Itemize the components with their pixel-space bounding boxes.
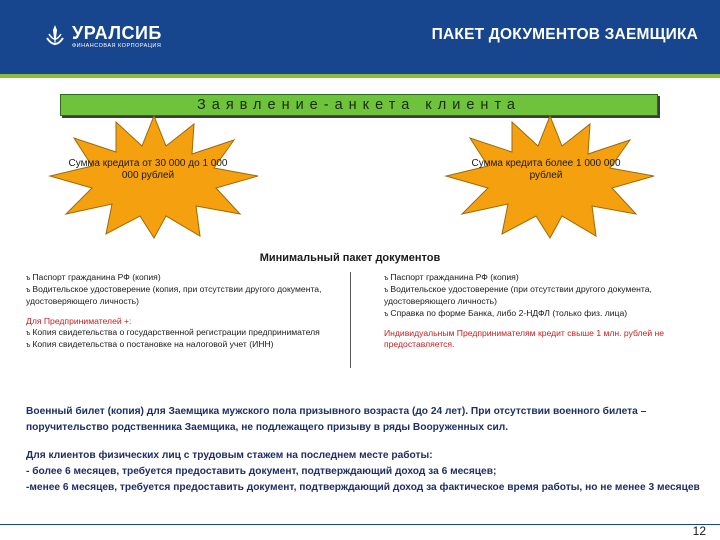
logo [44, 24, 162, 50]
list-item: ъ Паспорт гражданина РФ (копия) [384, 272, 519, 282]
employment-line: - более 6 месяцев, требуется предоставить документ, подтверждающий доход за 6 месяцев; [26, 466, 497, 477]
list-item: ъ Справка по форме Банка, либо 2-НДФЛ (только физ. лица) [384, 307, 628, 318]
star-right-text: Сумма кредита более 1 000 000 рублей [471, 158, 621, 181]
bullet-icon: ъ [384, 287, 389, 295]
logo-subtitle: ФИНАНСОВАЯ КОРПОРАЦИЯ [72, 43, 162, 49]
page-title: ПАКЕТ ДОКУМЕНТОВ ЗАЕМЩИКА [431, 26, 698, 43]
list-item: ъ Водительское удостоверение (при отсутствии другого документа, удостоверяющего личность) [384, 284, 652, 307]
application-banner: Заявление-анкета клиента [60, 94, 658, 116]
employment-line: -менее 6 месяцев, требуется предоставить документ, подтверждающий доход за фактическое время работы, но не менее 3 месяцев [26, 482, 700, 493]
bullet-icon: ъ [26, 287, 31, 295]
list-item: ъ Водительское удостоверение (копия, при отсутствии другого документа, удостоверяющего личность) [26, 284, 322, 307]
min-package-title: Минимальный пакет документов [259, 252, 441, 264]
footer-line [0, 524, 720, 525]
entrepreneur-heading: Для Предпринимателей +: [26, 315, 132, 326]
logo-name: УРАЛСИБ [72, 23, 162, 43]
list-item: ъ Паспорт гражданина РФ (копия) [26, 272, 161, 282]
header-accent-line [0, 74, 720, 78]
employment-line: Для клиентов физических лиц с трудовым стажем на последнем месте работы: [26, 450, 433, 461]
bullet-icon: ъ [384, 310, 389, 318]
entrepreneur-note: Индивидуальным Предпринимателям кредит свыше 1 млн. рублей не предоставляется. [384, 327, 665, 350]
left-column [26, 272, 336, 351]
bullet-icon: ъ [26, 342, 31, 350]
bullet-icon: ъ [384, 275, 389, 282]
bullet-icon: ъ [26, 329, 31, 337]
page-number: 12 [692, 524, 706, 538]
military-id-paragraph: Военный билет (копия) для Заемщика мужского пола призывного возраста (до 24 лет). При отсутствии военного билета – поручительство родственника Заемщика, не подлежащего призыву в ряды Вооруженных сил. [26, 406, 647, 433]
list-item: ъ Копия свидетельства о государственной регистрации предпринимателя [26, 326, 320, 337]
column-divider [350, 272, 351, 368]
right-column [384, 272, 694, 350]
uralsib-logo-icon [44, 24, 66, 50]
bullet-icon: ъ [26, 275, 31, 282]
list-item: ъ Копия свидетельства о постановке на налоговой учет (ИНН) [26, 339, 274, 350]
star-left-text: Сумма кредита от 30 000 до 1 000 000 рублей [68, 158, 228, 181]
employment-paragraph [26, 448, 702, 496]
